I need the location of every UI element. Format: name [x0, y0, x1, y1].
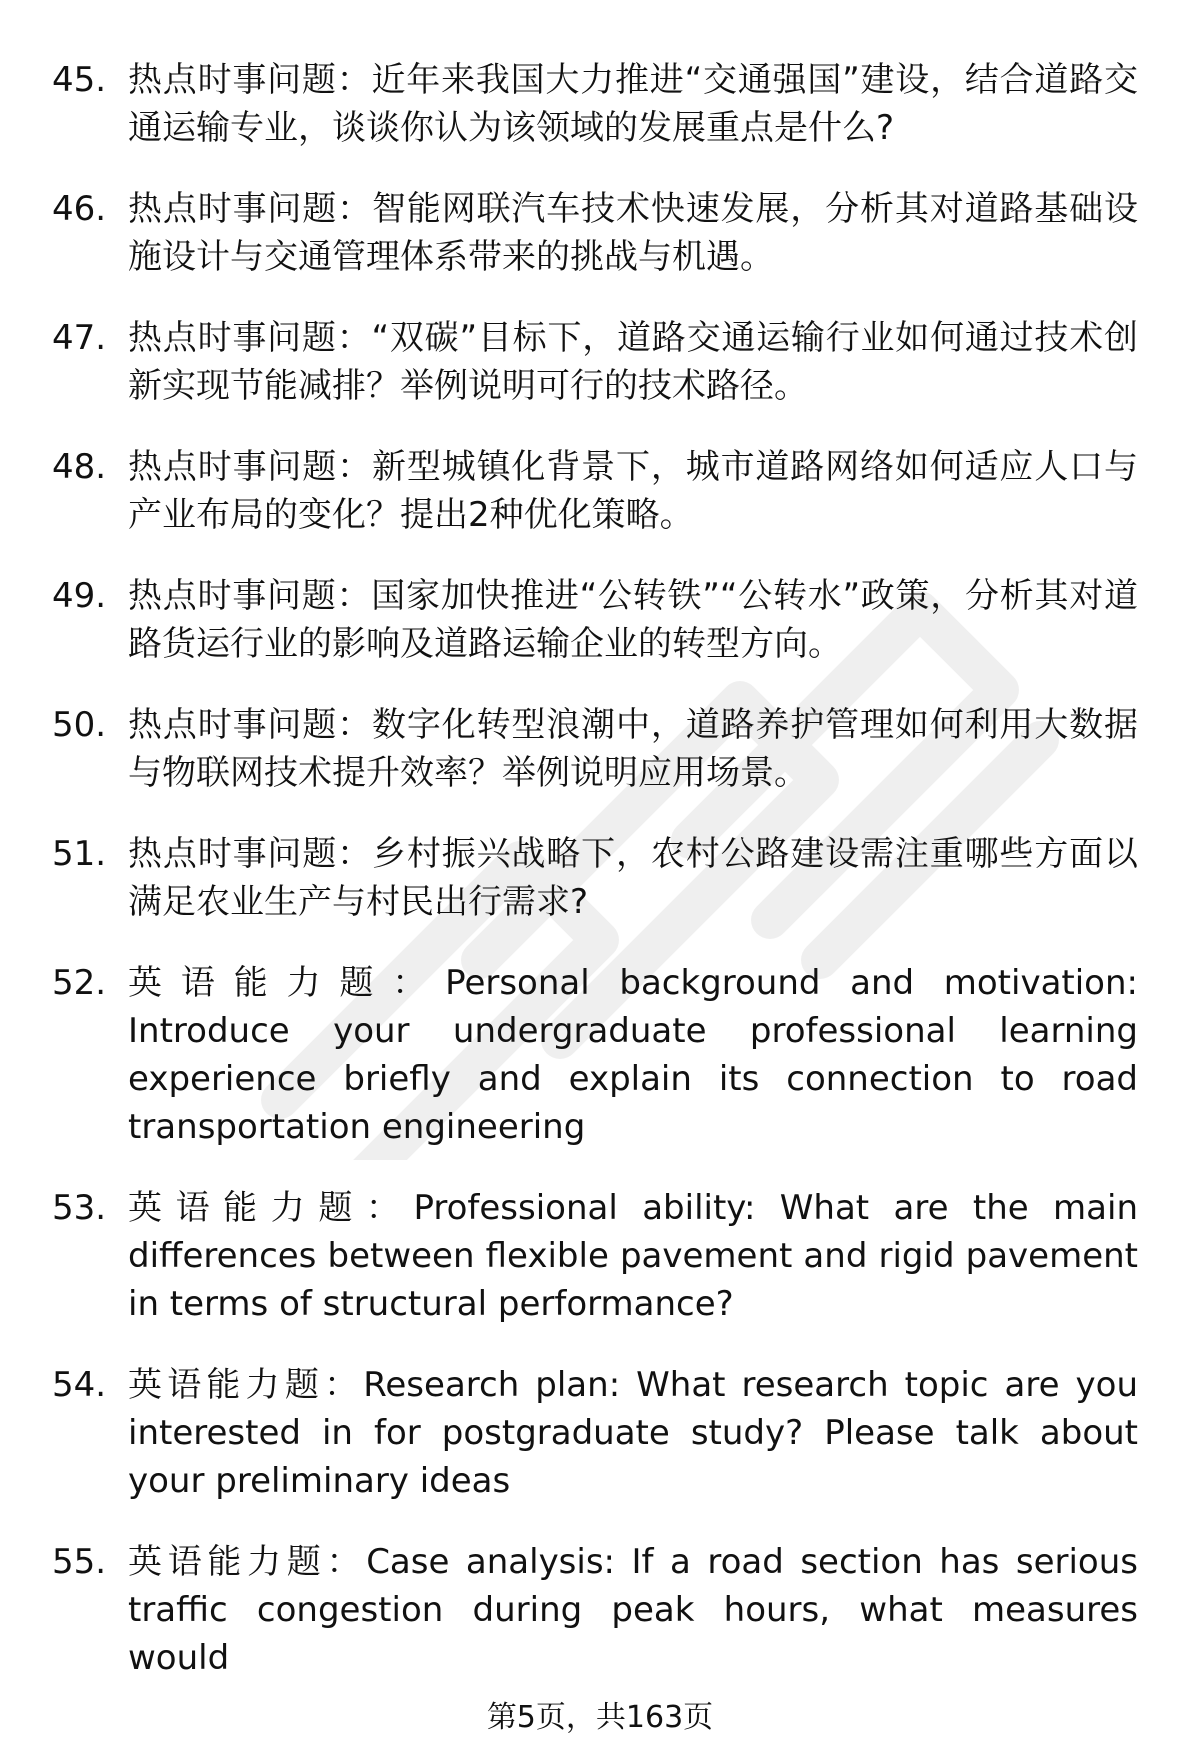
- question-number: 55.: [52, 1542, 107, 1582]
- question-body: [128, 1538, 1138, 1682]
- question-text: 国家加快推进“公转铁”“公转水”政策，分析其对道路货运行业的影响及道路运输企业的转型方向。: [128, 576, 1138, 664]
- question-number: 53.: [52, 1188, 107, 1228]
- question-body: [128, 1184, 1138, 1328]
- question-category-label: 热点时事问题：: [128, 834, 372, 874]
- question-number: 46.: [52, 189, 107, 229]
- question-text: Research plan: What research topic are you interested in for postgraduate study? Please talk about your preliminary ideas: [128, 1365, 1138, 1501]
- question-body: [128, 443, 1138, 539]
- question-item: [0, 572, 1200, 668]
- question-item: [0, 959, 1200, 1151]
- question-item: [0, 314, 1200, 410]
- question-category-label: 热点时事问题：: [128, 318, 372, 358]
- question-text: Personal background and motivation: Introduce your undergraduate professional learning experience briefly and explain its connection to road transportation engineering: [128, 963, 1138, 1147]
- question-body: [128, 1361, 1138, 1505]
- question-item: [0, 185, 1200, 281]
- question-text: “双碳”目标下，道路交通运输行业如何通过技术创新实现节能减排？举例说明可行的技术路径。: [128, 318, 1138, 406]
- question-number: 51.: [52, 834, 107, 874]
- question-number: 54.: [52, 1365, 107, 1405]
- question-item: [0, 56, 1200, 152]
- question-item: [0, 1361, 1200, 1505]
- question-category-label: 英语能力题：: [128, 1188, 414, 1228]
- question-category-label: 热点时事问题：: [128, 576, 372, 616]
- question-body: [128, 830, 1138, 926]
- page-footer: 第5页，共163页: [486, 1700, 714, 1735]
- question-body: [128, 185, 1138, 281]
- question-number: 47.: [52, 318, 107, 358]
- question-number: 50.: [52, 705, 107, 745]
- question-category-label: 英语能力题：: [128, 963, 446, 1003]
- question-number: 48.: [52, 447, 107, 487]
- question-item: [0, 701, 1200, 797]
- question-body: [128, 572, 1138, 668]
- question-text: 数字化转型浪潮中，道路养护管理如何利用大数据与物联网技术提升效率？举例说明应用场景。: [128, 705, 1138, 793]
- question-number: 52.: [52, 963, 107, 1003]
- question-text: 近年来我国大力推进“交通强国”建设，结合道路交通运输专业，谈谈你认为该领域的发展重点是什么?: [128, 60, 1138, 148]
- question-text: 乡村振兴战略下，农村公路建设需注重哪些方面以满足农业生产与村民出行需求?: [128, 834, 1138, 922]
- question-category-label: 热点时事问题：: [128, 705, 372, 745]
- question-category-label: 英语能力题：: [128, 1542, 367, 1582]
- question-item: [0, 443, 1200, 539]
- question-item: [0, 1538, 1200, 1682]
- question-body: [128, 701, 1138, 797]
- question-item: [0, 830, 1200, 926]
- question-body: [128, 959, 1138, 1151]
- question-category-label: 英语能力题：: [128, 1365, 364, 1405]
- question-text: Professional ability: What are the main differences between flexible pavement and rigid pavement in terms of structural performance?: [128, 1188, 1139, 1324]
- question-number: 49.: [52, 576, 107, 616]
- question-text: Case analysis: If a road section has serious traffic congestion during peak hours, what measures would: [128, 1542, 1138, 1678]
- question-text: 智能网联汽车技术快速发展，分析其对道路基础设施设计与交通管理体系带来的挑战与机遇。: [128, 189, 1138, 277]
- question-body: [128, 56, 1138, 152]
- question-category-label: 热点时事问题：: [128, 60, 372, 100]
- question-number: 45.: [52, 60, 107, 100]
- question-category-label: 热点时事问题：: [128, 447, 372, 487]
- question-list: [0, 56, 1200, 1715]
- question-category-label: 热点时事问题：: [128, 189, 372, 229]
- question-body: [128, 314, 1138, 410]
- question-item: [0, 1184, 1200, 1328]
- question-text: 新型城镇化背景下，城市道路网络如何适应人口与产业布局的变化？提出2种优化策略。: [128, 447, 1138, 535]
